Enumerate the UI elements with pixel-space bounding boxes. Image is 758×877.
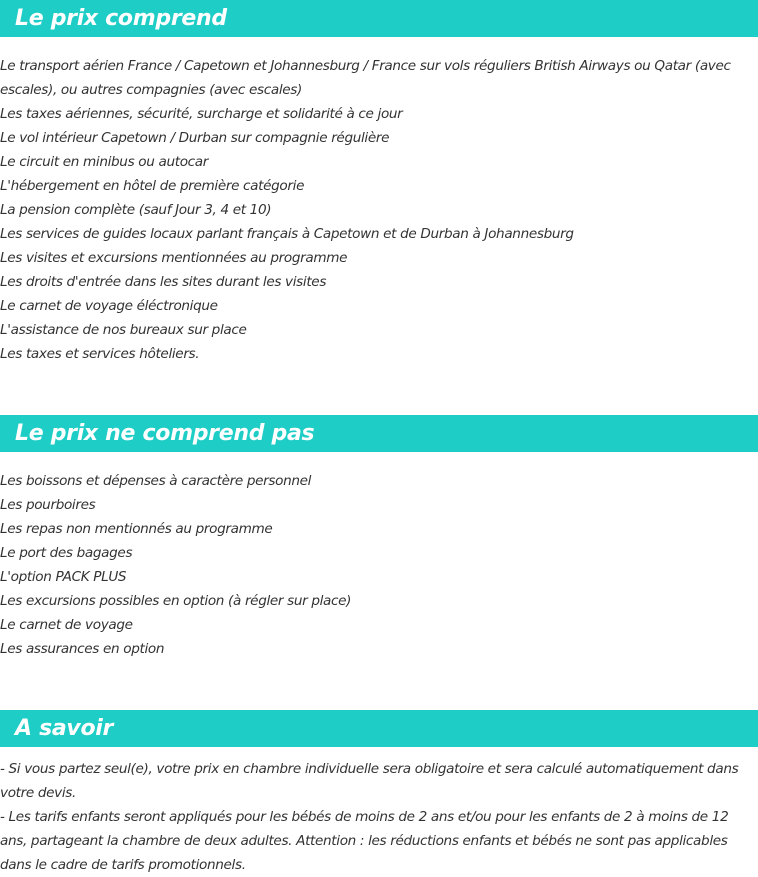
list-item: Les pourboires bbox=[0, 497, 96, 513]
list-item: Les boissons et dépenses à caractère personnel bbox=[0, 473, 312, 489]
info-notes bbox=[0, 757, 758, 877]
list-item: Les assurances en option bbox=[0, 641, 165, 657]
list-item: Les visites et excursions mentionnées au programme bbox=[0, 250, 348, 266]
list-item: L'assistance de nos bureaux sur place bbox=[0, 322, 247, 338]
section-header-excluded bbox=[0, 415, 758, 452]
excluded-list bbox=[0, 469, 758, 661]
list-item: La pension complète (sauf Jour 3, 4 et 10) bbox=[0, 202, 272, 218]
list-item: Le carnet de voyage éléctronique bbox=[0, 298, 218, 314]
list-item: Le vol intérieur Capetown / Durban sur compagnie régulière bbox=[0, 130, 390, 146]
list-item: Les services de guides locaux parlant français à Capetown et de Durban à Johannesburg bbox=[0, 226, 574, 242]
list-item: Les taxes aériennes, sécurité, surcharge et solidarité à ce jour bbox=[0, 106, 403, 122]
section-header-info bbox=[0, 710, 758, 747]
list-item: Le transport aérien France / Capetown et Johannesburg / France sur vols réguliers British Airways ou Qatar (avec escales), ou autres compagnies (avec escales) bbox=[0, 58, 731, 98]
list-item: Les excursions possibles en option (à régler sur place) bbox=[0, 593, 352, 609]
section-header-included bbox=[0, 0, 758, 37]
list-item: Le carnet de voyage bbox=[0, 617, 133, 633]
list-item: Les droits d'entrée dans les sites durant les visites bbox=[0, 274, 327, 290]
section-title-info: A savoir bbox=[15, 716, 114, 741]
list-item: Le port des bagages bbox=[0, 545, 133, 561]
section-title-included: Le prix comprend bbox=[15, 6, 227, 31]
list-item: Les repas non mentionnés au programme bbox=[0, 521, 273, 537]
list-item: L'option PACK PLUS bbox=[0, 569, 127, 585]
section-title-excluded: Le prix ne comprend pas bbox=[15, 421, 315, 446]
list-item: L'hébergement en hôtel de première catégorie bbox=[0, 178, 305, 194]
info-note: - Si vous partez seul(e), votre prix en chambre individuelle sera obligatoire et sera calculé automatiquement dans votre devis. bbox=[0, 761, 739, 801]
list-item: Les taxes et services hôteliers. bbox=[0, 346, 200, 362]
info-note: - Les tarifs enfants seront appliqués pour les bébés de moins de 2 ans et/ou pour les enfants de 2 à moins de 12 ans, partageant la chambre de deux adultes. Attention : les réductions enfants et bébés ne sont pas applicables dans le cadre de tarifs promotionnels. bbox=[0, 809, 729, 873]
list-item: Le circuit en minibus ou autocar bbox=[0, 154, 209, 170]
included-list bbox=[0, 54, 758, 366]
